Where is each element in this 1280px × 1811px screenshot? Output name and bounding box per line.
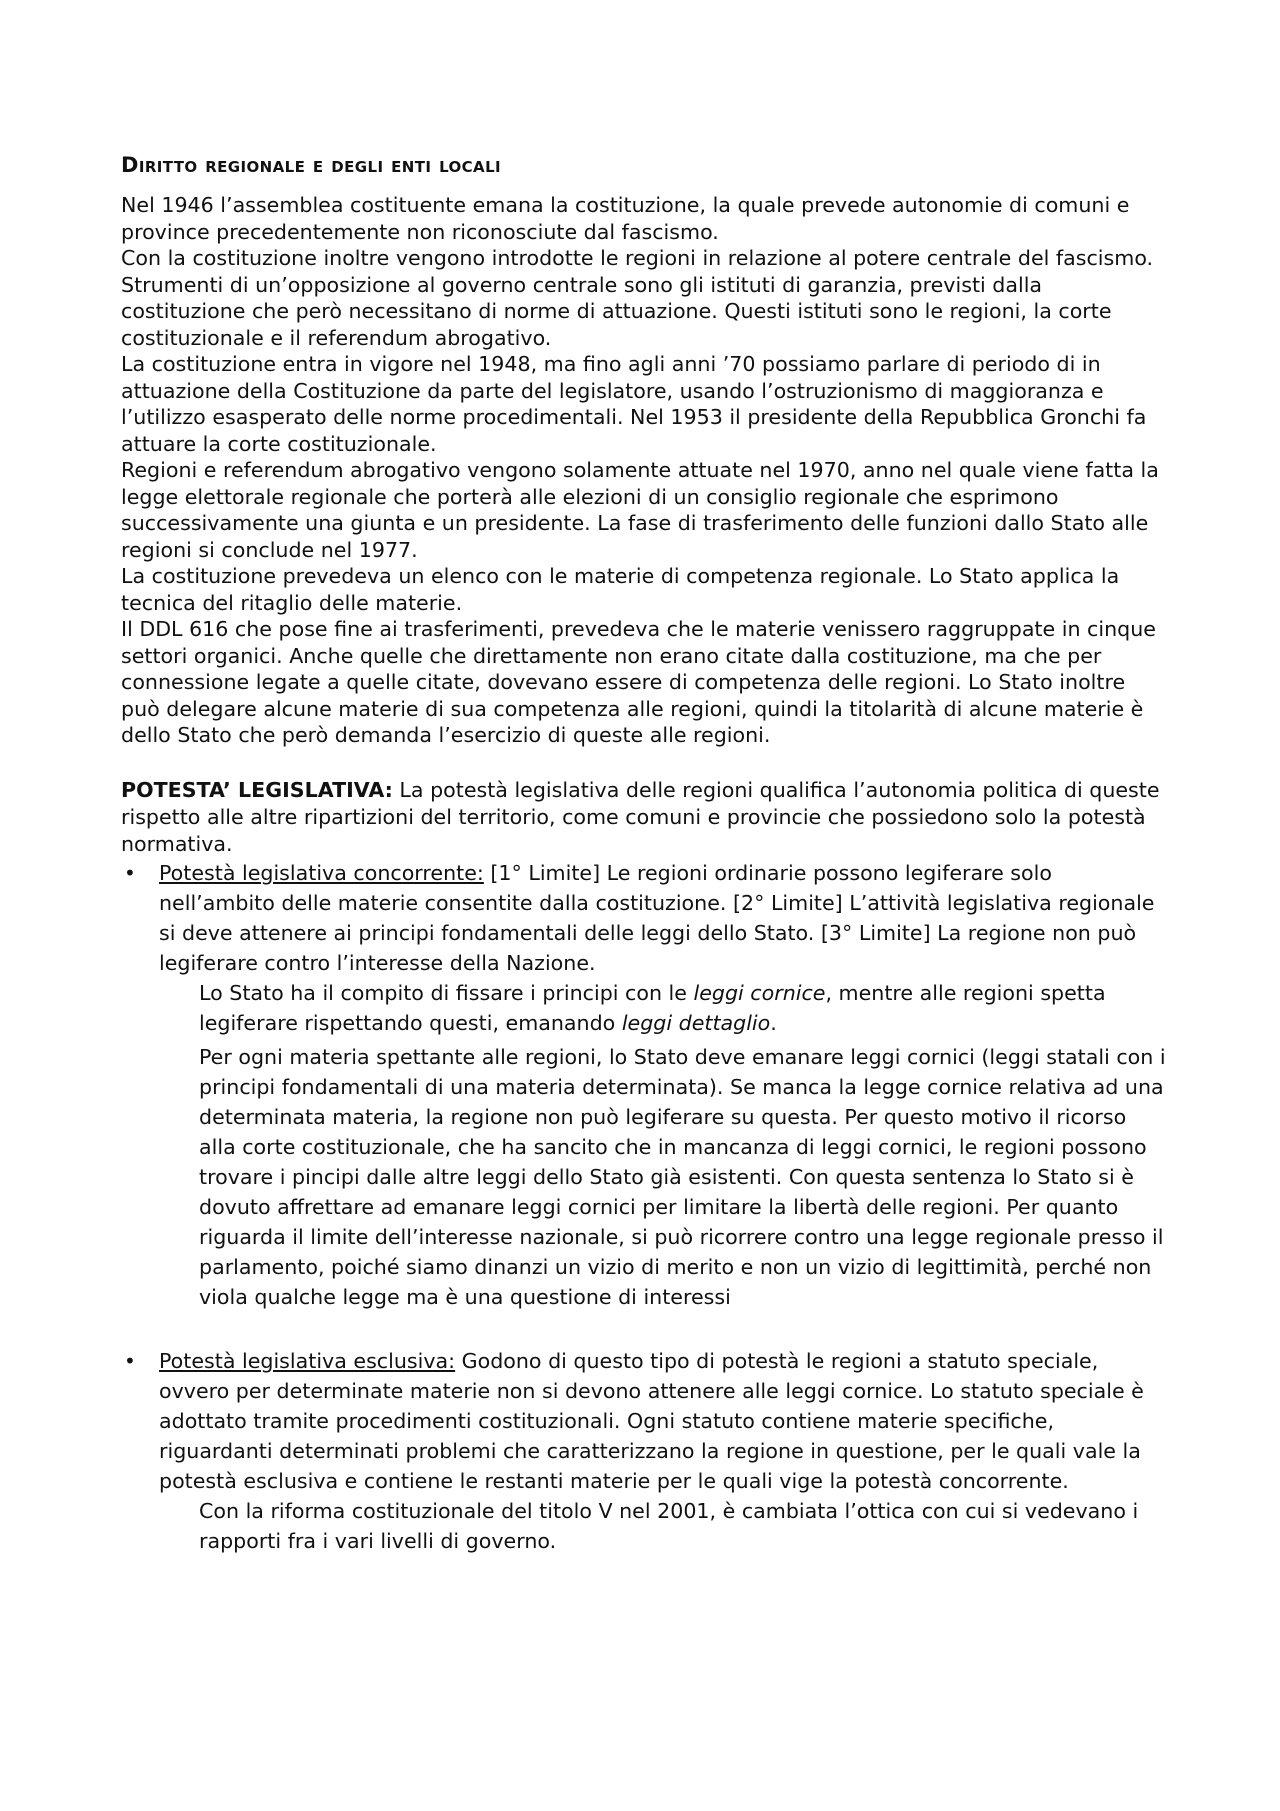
bullet-body: [1° Limite] Le regioni ordinarie possono legiferare solo nell’ambito delle materie consentite dalla costituzione. [2° Limite] L’attività legislativa regionale si deve attenere ai principi fondamentali delle leggi dello Stato. [3° Limite] La regione non può legiferare contro l’interesse della Nazione. <box>159 860 1155 975</box>
bullet-icon: • <box>124 1348 136 1373</box>
intro-paragraph: Nel 1946 l’assemblea costituente emana la costituzione, la quale prevede autonomie di comuni e province precedentemente non riconosciute dal fascismo. <box>121 193 1130 244</box>
bullet-item-esclusiva <box>121 1346 1166 1556</box>
sub-text: . <box>770 1010 777 1035</box>
bullet-list <box>121 858 1166 1556</box>
bullet-body: Godono di questo tipo di potestà le regioni a statuto speciale, ovvero per determinate materie non si devono attenere alle leggi cornice. Lo statuto speciale è adottato tramite procedimenti costituzionali. Ogni statuto contiene materie specifiche, riguardanti determinati problemi che caratterizzano la regione in questione, per le quali vale la potestà esclusiva e contiene le restanti materie per le quali vige la potestà concorrente. <box>159 1348 1144 1493</box>
bullet-icon: • <box>124 860 136 885</box>
intro-paragraph: Strumenti di un’opposizione al governo centrale sono gli istituti di garanzia, previsti dalla costituzione che però necessitano di norme di attuazione. Questi istituti sono le regioni, la corte costituzionale e il referendum abrogativo. <box>121 272 1112 350</box>
intro-section <box>121 192 1166 749</box>
section-potesta-legislativa <box>121 777 1166 858</box>
italic-term: leggi dettaglio <box>621 1010 771 1035</box>
bullet-item-concorrente <box>121 858 1166 1312</box>
italic-term: leggi cornice <box>693 980 826 1005</box>
section-heading: POTESTA’ LEGISLATIVA: <box>121 777 393 802</box>
intro-paragraph: Regioni e referendum abrogativo vengono solamente attuate nel 1970, anno nel quale viene fatta la legge elettorale regionale che porterà alle elezioni di un consiglio regionale che esprimono successivamente una giunta e un presidente. La fase di trasferimento delle funzioni dallo Stato alle regioni si conclude nel 1977. <box>121 458 1159 562</box>
bullet-paragraph <box>159 858 1166 978</box>
intro-paragraph: La costituzione entra in vigore nel 1948, ma fino agli anni ’70 possiamo parlare di periodo di in attuazione della Costituzione da parte del legislatore, usando l’ostruzionismo di maggioranza e l’utilizzo esasperato delle norme procedimentali. Nel 1953 il presidente della Repubblica Gronchi fa attuare la corte costituzionale. <box>121 352 1147 456</box>
sub-paragraph: Per ogni materia spettante alle regioni, lo Stato deve emanare leggi cornici (leggi statali con i principi fondamentali di una materia determinata). Se manca la legge cornice relativa ad una determinata materia, la regione non può legiferare su questa. Per questo motivo il ricorso alla corte costituzionale, che ha sancito che in mancanza di leggi cornici, le regioni possono trovare i pincipi dalle altre leggi dello Stato già esistenti. Con questa sentenza lo Stato si è dovuto affrettare ad emanare leggi cornici per limitare la libertà delle regioni. Per quanto riguarda il limite dell’interesse nazionale, si può ricorrere contro una legge regionale presso il parlamento, poiché siamo dinanzi un vizio di merito e non un vizio di legittimità, perché non viola qualche legge ma è una questione di interessi <box>199 1044 1166 1309</box>
sub-text: Lo Stato ha il compito di fissare i principi con le <box>199 980 694 1005</box>
spacer <box>121 1312 1166 1346</box>
sub-text: , mentre alle regioni spetta legiferare rispettando questi, emanando <box>199 980 1106 1035</box>
sub-paragraph <box>199 978 1166 1038</box>
document-body <box>121 150 1166 1556</box>
intro-paragraph: Il DDL 616 che pose fine ai trasferimenti, prevedeva che le materie venissero raggruppate in cinque settori organici. Anche quelle che direttamente non erano citate dalla costituzione, ma che per connessione legate a quelle citate, dovevano essere di competenza delle regioni. Lo Stato inoltre può delegare alcune materie di sua competenza alle regioni, quindi la titolarità di alcune materie è dello Stato che però demanda l’esercizio di queste alle regioni. <box>121 617 1156 747</box>
section-text: La potestà legislativa delle regioni qualifica l’autonomia politica di queste rispetto alle altre ripartizioni del territorio, come comuni e provincie che possiedono solo la potestà normativa. <box>121 777 1160 856</box>
intro-paragraph: La costituzione prevedeva un elenco con le materie di competenza regionale. Lo Stato applica la tecnica del ritaglio delle materie. <box>121 564 1120 615</box>
intro-paragraph: Con la costituzione inoltre vengono introdotte le regioni in relazione al potere centrale del fascismo. <box>121 246 1154 270</box>
page-title: Diritto regionale e degli enti locali <box>121 153 502 177</box>
bullet-label: Potestà legislativa concorrente: <box>159 860 484 885</box>
bullet-paragraph <box>159 1346 1166 1496</box>
bullet-label: Potestà legislativa esclusiva: <box>159 1348 456 1373</box>
sub-paragraph: Con la riforma costituzionale del titolo V nel 2001, è cambiata l’ottica con cui si vedevano i rapporti fra i vari livelli di governo. <box>199 1498 1139 1553</box>
